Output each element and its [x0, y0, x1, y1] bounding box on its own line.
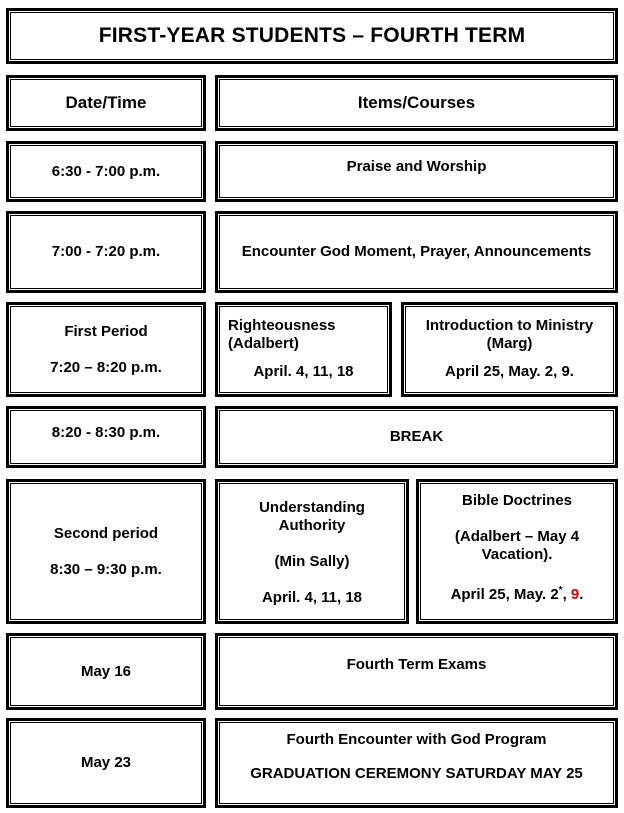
ministry-title: Introduction to Ministry: [425, 317, 594, 334]
encounter-item-cell: [217, 213, 616, 291]
header-date: Date/Time: [65, 93, 147, 112]
righteousness-cell: [217, 304, 390, 395]
graduation-note: GRADUATION CEREMONY SATURDAY MAY 25: [250, 765, 583, 782]
first-period-time: 7:20 – 8:20 p.m.: [50, 358, 162, 376]
encounter-item: Encounter God Moment, Prayer, Announcements: [241, 243, 592, 260]
break-item-cell: [217, 408, 616, 466]
praise-time: 6:30 - 7:00 p.m.: [51, 162, 161, 180]
break-time: 8:20 - 8:30 p.m.: [51, 424, 161, 441]
first-period-cell: [8, 304, 204, 395]
doctrines-dates-prefix: April 25, May. 2: [450, 586, 559, 603]
header-date-cell: [8, 77, 204, 129]
doctrines-dates-sep: ,: [562, 586, 571, 603]
doctrines-dates-red: 9: [570, 586, 580, 603]
doctrines-note: (Adalbert – May 4 Vacation).: [454, 528, 580, 563]
righteousness-teacher: (Adalbert): [228, 335, 299, 352]
righteousness-dates: April. 4, 11, 18: [253, 363, 354, 380]
praise-item-cell: [217, 143, 616, 200]
exams-item: Fourth Term Exams: [346, 656, 487, 673]
header-items-cell: [217, 77, 616, 129]
exams-date-cell: [8, 635, 204, 708]
praise-time-cell: [8, 143, 204, 200]
authority-cell: [217, 481, 407, 622]
righteousness-title: Righteousness: [228, 317, 336, 334]
title-cell: [8, 10, 616, 62]
doctrines-dates-end: .: [579, 586, 584, 603]
break-item: BREAK: [389, 428, 444, 445]
header-items: Items/Courses: [357, 93, 476, 112]
praise-item: Praise and Worship: [346, 158, 487, 175]
second-period-cell: [8, 481, 204, 622]
doctrines-cell: [418, 481, 616, 622]
program-date-cell: [8, 720, 204, 806]
doctrines-dates: [451, 582, 584, 604]
authority-teacher: (Min Sally): [274, 553, 350, 570]
second-period-time: 8:30 – 9:30 p.m.: [50, 560, 162, 578]
ministry-teacher: (Marg): [486, 335, 533, 352]
ministry-cell: [403, 304, 616, 395]
encounter-time-cell: [8, 213, 204, 291]
doctrines-title: Bible Doctrines: [461, 492, 573, 509]
ministry-dates: April 25, May. 2, 9.: [445, 363, 574, 380]
authority-dates: April. 4, 11, 18: [261, 589, 363, 606]
page-title: FIRST-YEAR STUDENTS – FOURTH TERM: [98, 24, 526, 47]
exams-item-cell: [217, 635, 616, 708]
break-time-cell: [8, 408, 204, 466]
second-period-label: Second period: [53, 524, 159, 542]
program-item-cell: [217, 720, 616, 806]
program-item: Fourth Encounter with God Program: [286, 731, 547, 748]
first-period-label: First Period: [64, 322, 148, 340]
authority-title: Understanding Authority: [259, 499, 365, 534]
program-date: May 23: [80, 754, 132, 771]
encounter-time: 7:00 - 7:20 p.m.: [51, 243, 161, 260]
doctrines-dates-star: *: [558, 585, 563, 596]
exams-date: May 16: [80, 662, 132, 680]
